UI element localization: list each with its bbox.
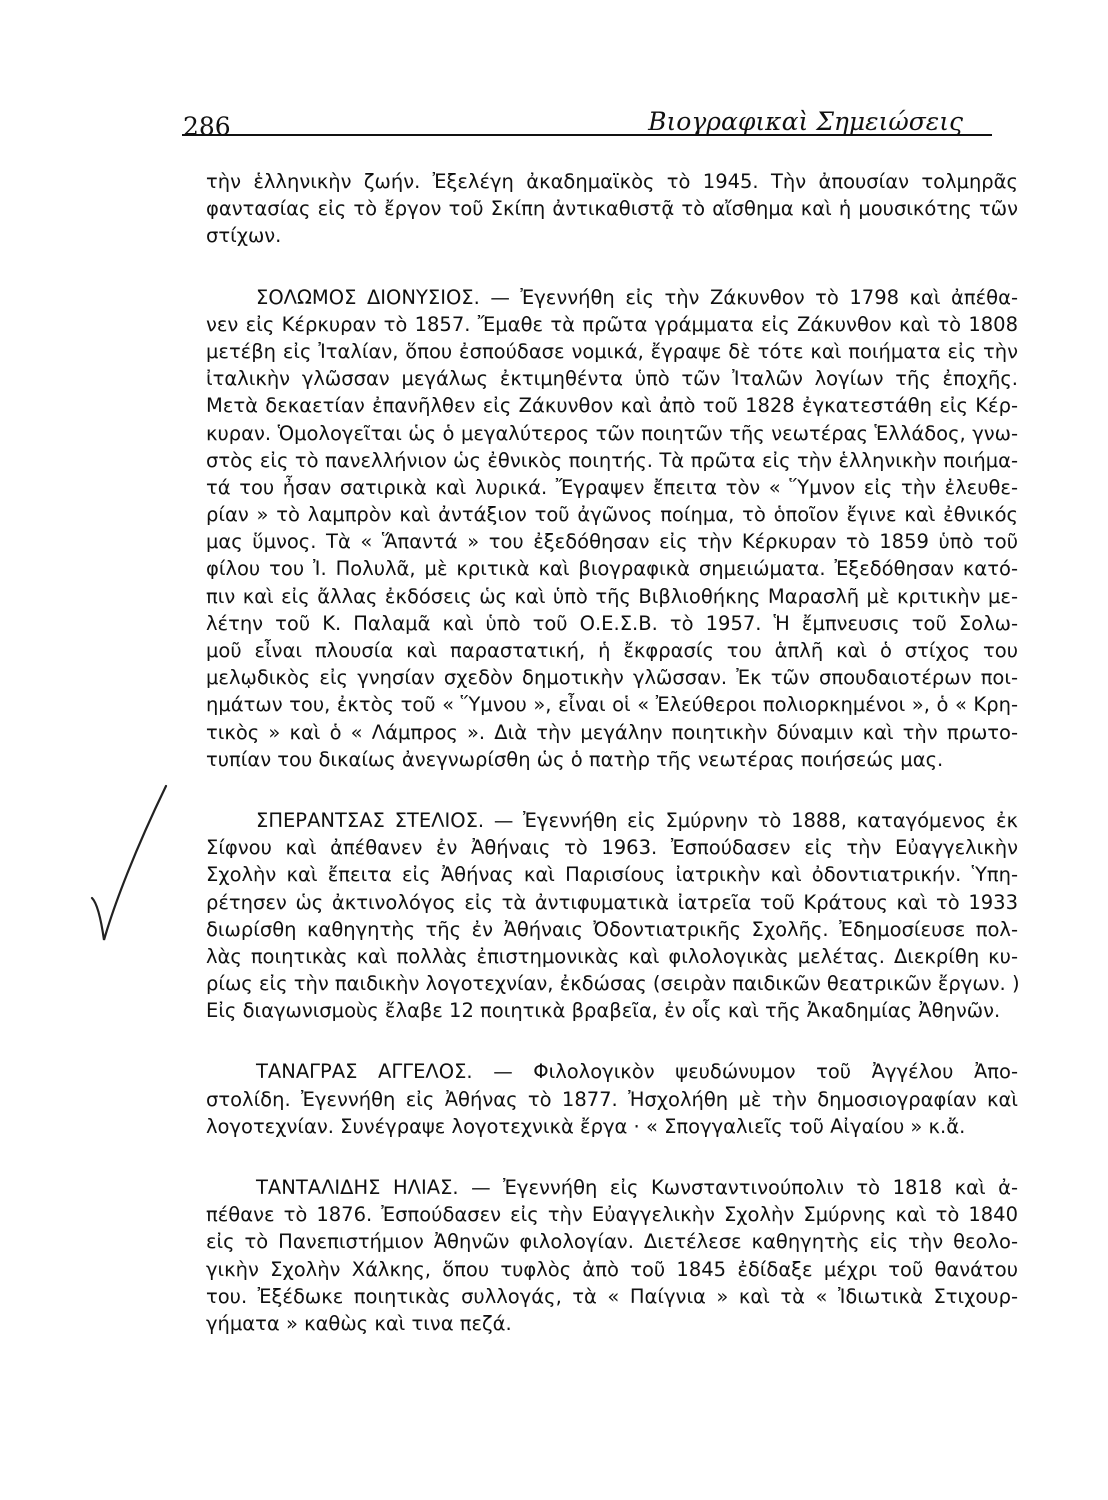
entry-tantalidis — [206, 1174, 1018, 1337]
text-line: στίχων. — [206, 224, 282, 248]
text-line: γήματα » καθὼς καὶ τινα πεζά. — [206, 1311, 512, 1335]
text-line: εἰς τὸ Πανεπιστήμιον Ἀθηνῶν φιλολογίαν. Διετέλεσε καθηγητὴς εἰς τὴν θεολο- — [206, 1230, 1018, 1254]
text-line: Εἰς διαγωνισμοὺς ἔλαβε 12 ποιητικὰ βραβεῖα, ἐν οἷς καὶ τῆς Ἀκαδημίας Ἀθηνῶν. — [206, 999, 1001, 1023]
text-line: διωρίσθη καθηγητὴς τῆς ἐν Ἀθήναις Ὀδοντιατρικῆς Σχολῆς. Ἐδημοσίευσε πολ- — [206, 917, 1018, 941]
text-line: Σχολὴν καὶ ἔπειτα εἰς Ἀθήνας καὶ Παρισίους ἰατρικὴν καὶ ὀδοντιατρικήν. Ὑπη- — [206, 863, 1018, 887]
running-head: Βιογραφικαὶ Σημειώσεις — [648, 107, 963, 136]
text-line: τὴν ἑλληνικὴν ζωήν. Ἐξελέγη ἀκαδημαϊκὸς τὸ 1945. Τὴν ἀπουσίαν τολμηρᾶς — [206, 170, 1018, 193]
text-line: νεν εἰς Κέρκυραν τὸ 1857. Ἔμαθε τὰ πρῶτα γράμματα εἰς Ζάκυνθον καὶ τὸ 1808 — [206, 312, 1018, 336]
entry-sperantsas — [206, 807, 1018, 1025]
text-line: στὸς εἰς τὸ πανελλήνιον ὡς ἐθνικὸς ποιητής. Τὰ πρῶτα εἰς τὴν ἑλληνικὴν ποιήμα- — [206, 448, 1018, 472]
text-line: τυπίαν του δικαίως ἀνεγνωρίσθη ὡς ὁ πατὴρ τῆς νεωτέρας ποιήσεώς μας. — [206, 747, 944, 771]
entry-heading-line: ΤΑΝΤΑΛΙΔΗΣ ΗΛΙΑΣ. — Ἐγεννήθη εἰς Κωνσταντινούπολιν τὸ 1818 καὶ ἀ- — [256, 1176, 1018, 1199]
text-line: ρέτησεν ὡς ἀκτινολόγος εἰς τὰ ἀντιφυματικὰ ἰατρεῖα τοῦ Κράτους καὶ τὸ 1933 — [206, 890, 1018, 914]
text-line: λὰς ποιητικὰς καὶ πολλὰς ἐπιστημονικὰς καὶ φιλολογικὰς μελέτας. Διεκρίθη κυ- — [206, 944, 1018, 968]
text-line: γικὴν Σχολὴν Χάλκης, ὅπου τυφλὸς ἀπὸ τοῦ 1845 ἐδίδαξε μέχρι τοῦ θανάτου — [206, 1257, 1018, 1281]
text-line: ρίως εἰς τὴν παιδικὴν λογοτεχνίαν, ἐκδώσας (σειρὰν παιδικῶν θεατρικῶν ἔργων. ) — [206, 972, 1020, 996]
text-line: φίλου του Ἰ. Πολυλᾶ, μὲ κριτικὰ καὶ βιογραφικὰ σημειώματα. Ἐξεδόθησαν κατό- — [206, 557, 1018, 581]
handwritten-check-mark — [80, 780, 170, 950]
text-line: Μετὰ δεκαετίαν ἐπανῆλθεν εἰς Ζάκυνθον καὶ ἀπὸ τοῦ 1828 ἐγκατεστάθη εἰς Κέρ- — [206, 394, 1018, 418]
text-line: τά του ἦσαν σατιρικὰ καὶ λυρικά. Ἔγραψεν ἔπειτα τὸν « Ὕμνον εἰς τὴν ἐλευθε- — [206, 475, 1018, 499]
entry-tanagras — [206, 1058, 1018, 1140]
text-line: λέτην τοῦ Κ. Παλαμᾶ καὶ ὑπὸ τοῦ Ο.Ε.Σ.Β. τὸ 1957. Ἡ ἔμπνευσις τοῦ Σολω- — [206, 611, 1018, 635]
entry-heading-line: ΣΠΕΡΑΝΤΣΑΣ ΣΤΕΛΙΟΣ. — Ἐγεννήθη εἰς Σμύρνην τὸ 1888, καταγόμενος ἐκ — [256, 808, 1018, 832]
text-line: πέθανε τὸ 1876. Ἐσπούδασεν εἰς τὴν Εὐαγγελικὴν Σχολὴν Σμύρνης καὶ τὸ 1840 — [206, 1203, 1018, 1227]
text-line: φαντασίας εἰς τὸ ἔργον τοῦ Σκίπη ἀντικαθιστᾷ τὸ αἴσθημα καὶ ἡ μουσικότης τῶν — [206, 197, 1018, 221]
text-line: κυραν. Ὁμολογεῖται ὡς ὁ μεγαλύτερος τῶν ποιητῶν τῆς νεωτέρας Ἑλλάδος, γνω- — [206, 421, 1018, 445]
check-mark-stroke — [92, 786, 166, 940]
entry-heading-line: ΤΑΝΑΓΡΑΣ ΑΓΓΕΛΟΣ. — Φιλολογικὸν ψευδώνυμον τοῦ Ἀγγέλου Ἀπο- — [256, 1060, 1018, 1084]
text-line: πιν καὶ εἰς ἄλλας ἐκδόσεις ὡς καὶ ὑπὸ τῆς Βιβλιοθήκης Μαρασλῆ μὲ κριτικὴν με- — [206, 584, 1018, 608]
text-line: μας ὕμνος. Τὰ « Ἅπαντά » του ἐξεδόθησαν εἰς τὴν Κέρκυραν τὸ 1859 ὑπὸ τοῦ — [206, 530, 1018, 554]
entry-heading-line: ΣΟΛΩΜΟΣ ΔΙΟΝΥΣΙΟΣ. — Ἐγεννήθη εἰς τὴν Ζάκυνθον τὸ 1798 καὶ ἀπέθα- — [256, 285, 1018, 309]
text-line: ημάτων του, ἐκτὸς τοῦ « Ὕμνου », εἶναι οἱ « Ἐλεύθεροι πολιορκημένοι », ὁ « Κρη- — [206, 693, 1018, 717]
text-line: λογοτεχνίαν. Συνέγραψε λογοτεχνικὰ ἔργα · « Σπογγαλιεῖς τοῦ Αἰγαίου » κ.ἄ. — [206, 1114, 966, 1138]
text-line: ρίαν » τὸ λαμπρὸν καὶ ἀντάξιον τοῦ ἀγῶνος ποίημα, τὸ ὁποῖον ἔγινε καὶ ἐθνικός — [206, 503, 1018, 527]
entry-continuation — [206, 168, 1018, 250]
text-line: ἰταλικὴν γλῶσσαν μεγάλως ἐκτιμηθέντα ὑπὸ τῶν Ἰταλῶν λογίων τῆς ἐποχῆς. — [206, 367, 1018, 391]
header-rule — [182, 134, 992, 136]
text-line: Σίφνου καὶ ἀπέθανεν ἐν Ἀθήναις τὸ 1963. Ἐσπούδασεν εἰς τὴν Εὐαγγελικὴν — [206, 836, 1018, 860]
text-line: στολίδη. Ἐγεννήθη εἰς Ἀθήνας τὸ 1877. Ἠσχολήθη μὲ τὴν δημοσιογραφίαν καὶ — [206, 1087, 1018, 1111]
biographical-notes-body — [206, 168, 1018, 1337]
text-line: μελῳδικὸς εἰς γνησίαν σχεδὸν δημοτικὴν γλῶσσαν. Ἐκ τῶν σπουδαιοτέρων ποι- — [206, 666, 1018, 690]
text-line: του. Ἐξέδωκε ποιητικὰς συλλογάς, τὰ « Παίγνια » καὶ τὰ « Ἰδιωτικὰ Στιχουρ- — [206, 1284, 1018, 1308]
text-line: μετέβη εἰς Ἰταλίαν, ὅπου ἐσπούδασε νομικά, ἔγραψε δὲ τότε καὶ ποιήματα εἰς τὴν — [206, 339, 1018, 363]
entry-solomos — [206, 284, 1018, 773]
text-line: μοῦ εἶναι πλουσία καὶ παραστατική, ἡ ἔκφρασίς του ἁπλῆ καὶ ὁ στίχος του — [206, 639, 1018, 662]
text-line: τικὸς » καὶ ὁ « Λάμπρος ». Διὰ τὴν μεγάλην ποιητικὴν δύναμιν καὶ τὴν πρωτο- — [206, 720, 1018, 744]
page-number: 286 — [183, 112, 231, 141]
